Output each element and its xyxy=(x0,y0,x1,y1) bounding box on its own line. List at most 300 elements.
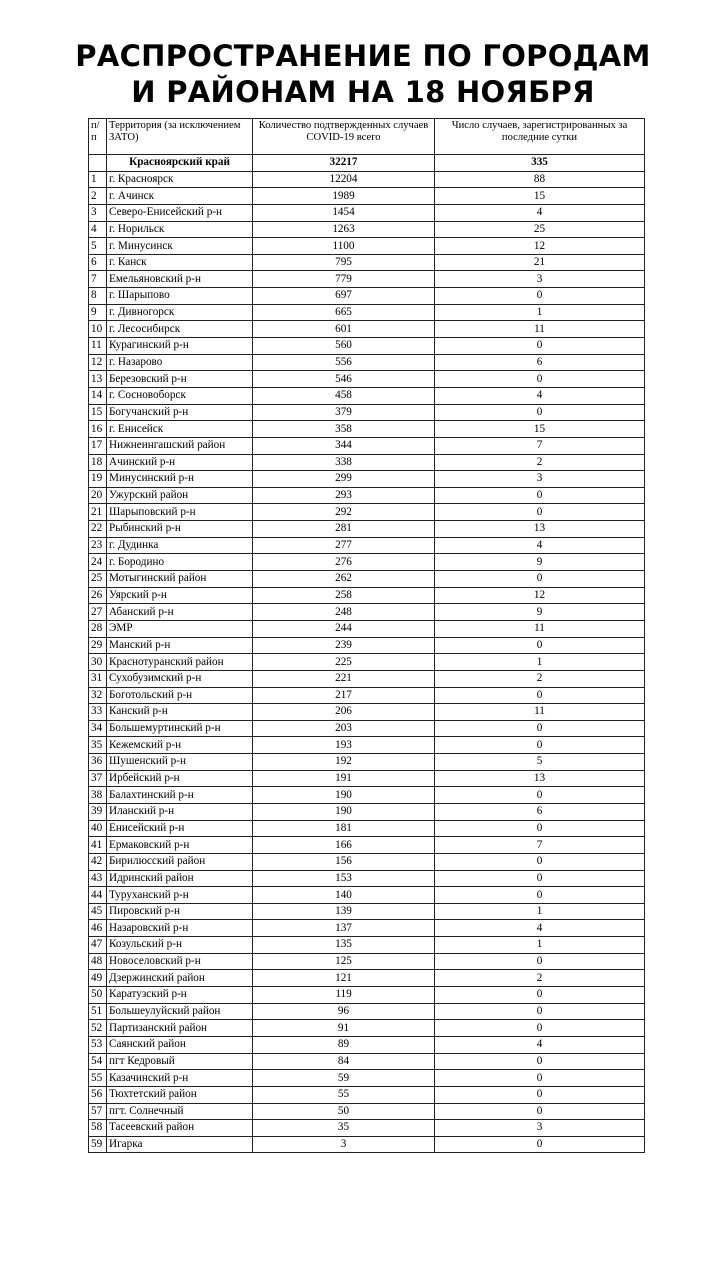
row-day: 9 xyxy=(435,604,645,621)
row-territory: Ужурский район xyxy=(107,487,253,504)
row-day: 21 xyxy=(435,254,645,271)
table-row xyxy=(89,371,645,388)
row-total: 262 xyxy=(253,571,435,588)
table-row xyxy=(89,953,645,970)
row-num: 46 xyxy=(89,920,107,937)
row-num: 57 xyxy=(89,1103,107,1120)
row-total: 55 xyxy=(253,1086,435,1103)
row-day: 0 xyxy=(435,1136,645,1153)
table-row xyxy=(89,754,645,771)
row-total: 338 xyxy=(253,454,435,471)
row-num: 42 xyxy=(89,853,107,870)
row-num: 24 xyxy=(89,554,107,571)
row-total: 344 xyxy=(253,437,435,454)
row-num: 43 xyxy=(89,870,107,887)
row-territory: Тасеевский район xyxy=(107,1120,253,1137)
row-territory: Большеулуйский район xyxy=(107,1003,253,1020)
row-total: 119 xyxy=(253,987,435,1004)
row-total: 125 xyxy=(253,953,435,970)
table-row xyxy=(89,903,645,920)
row-num: 28 xyxy=(89,620,107,637)
row-territory: Каратузский р-н xyxy=(107,987,253,1004)
row-total: 601 xyxy=(253,321,435,338)
row-total: 156 xyxy=(253,853,435,870)
table-row xyxy=(89,1103,645,1120)
row-total: 1454 xyxy=(253,204,435,221)
row-num: 26 xyxy=(89,587,107,604)
row-territory: Абанский р-н xyxy=(107,604,253,621)
row-territory: Большемуртинский р-н xyxy=(107,720,253,737)
table-row xyxy=(89,1136,645,1153)
row-total: 96 xyxy=(253,1003,435,1020)
row-day: 13 xyxy=(435,521,645,538)
row-day: 1 xyxy=(435,937,645,954)
row-total: 206 xyxy=(253,704,435,721)
header-territory: Территория (за исключением ЗАТО) xyxy=(107,119,253,155)
row-day: 0 xyxy=(435,820,645,837)
row-total: 697 xyxy=(253,288,435,305)
table-row xyxy=(89,620,645,637)
table-row xyxy=(89,288,645,305)
row-num: 38 xyxy=(89,787,107,804)
row-num: 33 xyxy=(89,704,107,721)
row-total: 192 xyxy=(253,754,435,771)
row-num: 44 xyxy=(89,887,107,904)
row-territory: Енисейский р-н xyxy=(107,820,253,837)
row-total: 140 xyxy=(253,887,435,904)
row-total: 560 xyxy=(253,338,435,355)
row-territory: Назаровский р-н xyxy=(107,920,253,937)
row-territory: Туруханский р-н xyxy=(107,887,253,904)
row-territory: г. Дудинка xyxy=(107,537,253,554)
table-row xyxy=(89,770,645,787)
row-territory: Ачинский р-н xyxy=(107,454,253,471)
table-header xyxy=(89,119,645,155)
row-day: 0 xyxy=(435,637,645,654)
row-num: 31 xyxy=(89,670,107,687)
row-total: 239 xyxy=(253,637,435,654)
row-num: 36 xyxy=(89,754,107,771)
table-row xyxy=(89,437,645,454)
header-total: Количество подтвержденных случаев COVID-19 всего xyxy=(253,119,435,155)
row-territory: г. Енисейск xyxy=(107,421,253,438)
table-row xyxy=(89,454,645,471)
row-territory: ЭМР xyxy=(107,620,253,637)
table-row xyxy=(89,720,645,737)
table-row xyxy=(89,637,645,654)
row-day: 3 xyxy=(435,271,645,288)
row-num: 29 xyxy=(89,637,107,654)
row-total: 225 xyxy=(253,654,435,671)
row-num: 58 xyxy=(89,1120,107,1137)
row-territory: г. Дивногорск xyxy=(107,304,253,321)
row-total: 277 xyxy=(253,537,435,554)
summary-day: 335 xyxy=(435,155,645,172)
row-territory: г. Норильск xyxy=(107,221,253,238)
row-total: 12204 xyxy=(253,171,435,188)
table-row xyxy=(89,271,645,288)
table-row xyxy=(89,920,645,937)
row-num: 13 xyxy=(89,371,107,388)
row-territory: Рыбинский р-н xyxy=(107,521,253,538)
row-num: 5 xyxy=(89,238,107,255)
row-day: 0 xyxy=(435,1020,645,1037)
page-title xyxy=(0,38,726,110)
row-day: 12 xyxy=(435,238,645,255)
table-row xyxy=(89,188,645,205)
row-num: 21 xyxy=(89,504,107,521)
row-day: 0 xyxy=(435,571,645,588)
row-num: 9 xyxy=(89,304,107,321)
table-row xyxy=(89,853,645,870)
row-day: 0 xyxy=(435,1103,645,1120)
row-day: 0 xyxy=(435,338,645,355)
table-row xyxy=(89,604,645,621)
row-territory: Краснотуранский район xyxy=(107,654,253,671)
row-day: 0 xyxy=(435,1053,645,1070)
row-territory: Шушенский р-н xyxy=(107,754,253,771)
table-row xyxy=(89,837,645,854)
table-row xyxy=(89,387,645,404)
row-territory: Сухобузимский р-н xyxy=(107,670,253,687)
row-day: 0 xyxy=(435,987,645,1004)
row-territory: Шарыповский р-н xyxy=(107,504,253,521)
summary-name: Красноярский край xyxy=(107,155,253,172)
row-total: 89 xyxy=(253,1036,435,1053)
row-total: 258 xyxy=(253,587,435,604)
row-num: 37 xyxy=(89,770,107,787)
summary-num xyxy=(89,155,107,172)
row-num: 8 xyxy=(89,288,107,305)
row-num: 23 xyxy=(89,537,107,554)
row-num: 12 xyxy=(89,354,107,371)
header-day: Число случаев, зарегистрированных за последние сутки xyxy=(435,119,645,155)
row-territory: пгт Кедровый xyxy=(107,1053,253,1070)
row-territory: пгт. Солнечный xyxy=(107,1103,253,1120)
row-territory: г. Ачинск xyxy=(107,188,253,205)
row-day: 7 xyxy=(435,437,645,454)
row-day: 0 xyxy=(435,737,645,754)
row-territory: Нижнеингашский район xyxy=(107,437,253,454)
row-total: 779 xyxy=(253,271,435,288)
row-num: 51 xyxy=(89,1003,107,1020)
row-num: 41 xyxy=(89,837,107,854)
row-num: 39 xyxy=(89,803,107,820)
row-day: 1 xyxy=(435,654,645,671)
row-num: 14 xyxy=(89,387,107,404)
row-total: 190 xyxy=(253,787,435,804)
row-total: 84 xyxy=(253,1053,435,1070)
table-row xyxy=(89,571,645,588)
page-title-line-1: РАСПРОСТРАНЕНИЕ ПО ГОРОДАМ xyxy=(75,39,651,73)
row-num: 1 xyxy=(89,171,107,188)
table-row xyxy=(89,1070,645,1087)
table-row xyxy=(89,1053,645,1070)
table-row xyxy=(89,338,645,355)
row-num: 22 xyxy=(89,521,107,538)
row-day: 0 xyxy=(435,288,645,305)
table-row xyxy=(89,1003,645,1020)
row-total: 121 xyxy=(253,970,435,987)
page-title-line-2: И РАЙОНАМ НА 18 НОЯБРЯ xyxy=(131,75,595,109)
row-day: 3 xyxy=(435,471,645,488)
row-num: 50 xyxy=(89,987,107,1004)
table-row xyxy=(89,537,645,554)
row-total: 276 xyxy=(253,554,435,571)
row-total: 458 xyxy=(253,387,435,404)
header-num: п/п xyxy=(89,119,107,155)
row-num: 47 xyxy=(89,937,107,954)
table-row xyxy=(89,887,645,904)
row-territory: Емельяновский р-н xyxy=(107,271,253,288)
row-total: 35 xyxy=(253,1120,435,1137)
row-territory: г. Сосновоборск xyxy=(107,387,253,404)
row-day: 4 xyxy=(435,537,645,554)
row-territory: Козульский р-н xyxy=(107,937,253,954)
row-territory: Балахтинский р-н xyxy=(107,787,253,804)
table-row xyxy=(89,221,645,238)
row-day: 13 xyxy=(435,770,645,787)
row-total: 221 xyxy=(253,670,435,687)
row-total: 358 xyxy=(253,421,435,438)
table-row xyxy=(89,803,645,820)
row-territory: г. Минусинск xyxy=(107,238,253,255)
row-num: 11 xyxy=(89,338,107,355)
row-num: 4 xyxy=(89,221,107,238)
table-row xyxy=(89,587,645,604)
row-num: 6 xyxy=(89,254,107,271)
row-day: 11 xyxy=(435,620,645,637)
row-territory: Березовский р-н xyxy=(107,371,253,388)
row-total: 193 xyxy=(253,737,435,754)
row-total: 153 xyxy=(253,870,435,887)
row-territory: Пировский р-н xyxy=(107,903,253,920)
row-day: 0 xyxy=(435,1003,645,1020)
row-total: 3 xyxy=(253,1136,435,1153)
row-total: 181 xyxy=(253,820,435,837)
table-row xyxy=(89,554,645,571)
table-row xyxy=(89,970,645,987)
table-row xyxy=(89,171,645,188)
row-total: 203 xyxy=(253,720,435,737)
row-num: 27 xyxy=(89,604,107,621)
row-total: 1989 xyxy=(253,188,435,205)
table-row xyxy=(89,870,645,887)
table-row xyxy=(89,404,645,421)
row-day: 9 xyxy=(435,554,645,571)
row-total: 139 xyxy=(253,903,435,920)
row-total: 190 xyxy=(253,803,435,820)
row-day: 0 xyxy=(435,870,645,887)
row-day: 0 xyxy=(435,1070,645,1087)
row-territory: г. Шарыпово xyxy=(107,288,253,305)
cases-table xyxy=(88,118,645,1153)
row-territory: Ермаковский р-н xyxy=(107,837,253,854)
row-day: 0 xyxy=(435,687,645,704)
row-day: 0 xyxy=(435,953,645,970)
row-total: 1263 xyxy=(253,221,435,238)
row-num: 32 xyxy=(89,687,107,704)
row-total: 665 xyxy=(253,304,435,321)
row-total: 217 xyxy=(253,687,435,704)
row-num: 18 xyxy=(89,454,107,471)
row-territory: Партизанский район xyxy=(107,1020,253,1037)
row-num: 56 xyxy=(89,1086,107,1103)
row-day: 0 xyxy=(435,720,645,737)
row-num: 20 xyxy=(89,487,107,504)
row-num: 45 xyxy=(89,903,107,920)
row-territory: Курагинский р-н xyxy=(107,338,253,355)
table-row xyxy=(89,1036,645,1053)
row-day: 2 xyxy=(435,454,645,471)
row-territory: Кежемский р-н xyxy=(107,737,253,754)
row-territory: г. Лесосибирск xyxy=(107,321,253,338)
row-num: 2 xyxy=(89,188,107,205)
row-day: 88 xyxy=(435,171,645,188)
table-row xyxy=(89,487,645,504)
row-territory: г. Назарово xyxy=(107,354,253,371)
table-row xyxy=(89,1120,645,1137)
row-total: 91 xyxy=(253,1020,435,1037)
row-num: 10 xyxy=(89,321,107,338)
row-territory: Боготольский р-н xyxy=(107,687,253,704)
row-day: 15 xyxy=(435,188,645,205)
header-row xyxy=(89,119,645,155)
row-day: 1 xyxy=(435,304,645,321)
row-day: 11 xyxy=(435,704,645,721)
row-num: 3 xyxy=(89,204,107,221)
row-total: 795 xyxy=(253,254,435,271)
row-day: 5 xyxy=(435,754,645,771)
row-day: 3 xyxy=(435,1120,645,1137)
row-num: 35 xyxy=(89,737,107,754)
table-row xyxy=(89,304,645,321)
row-total: 292 xyxy=(253,504,435,521)
row-territory: Дзержинский район xyxy=(107,970,253,987)
row-territory: Канский р-н xyxy=(107,704,253,721)
row-total: 135 xyxy=(253,937,435,954)
table-row xyxy=(89,204,645,221)
row-total: 166 xyxy=(253,837,435,854)
row-num: 59 xyxy=(89,1136,107,1153)
row-territory: Манский р-н xyxy=(107,637,253,654)
row-territory: Уярский р-н xyxy=(107,587,253,604)
table-row xyxy=(89,820,645,837)
row-day: 6 xyxy=(435,803,645,820)
row-territory: Тюхтетский район xyxy=(107,1086,253,1103)
row-day: 0 xyxy=(435,787,645,804)
table-row xyxy=(89,787,645,804)
row-num: 54 xyxy=(89,1053,107,1070)
row-day: 4 xyxy=(435,387,645,404)
table-row xyxy=(89,670,645,687)
row-territory: Казачинский р-н xyxy=(107,1070,253,1087)
table-row xyxy=(89,238,645,255)
row-day: 1 xyxy=(435,903,645,920)
row-total: 379 xyxy=(253,404,435,421)
row-territory: Новоселовский р-н xyxy=(107,953,253,970)
row-territory: Ирбейский р-н xyxy=(107,770,253,787)
table-body xyxy=(89,155,645,1153)
row-territory: Иланский р-н xyxy=(107,803,253,820)
row-territory: г. Бородино xyxy=(107,554,253,571)
row-num: 7 xyxy=(89,271,107,288)
row-total: 1100 xyxy=(253,238,435,255)
row-day: 7 xyxy=(435,837,645,854)
row-num: 48 xyxy=(89,953,107,970)
row-day: 0 xyxy=(435,504,645,521)
row-total: 281 xyxy=(253,521,435,538)
row-day: 15 xyxy=(435,421,645,438)
table-row xyxy=(89,321,645,338)
table-row xyxy=(89,354,645,371)
table-row xyxy=(89,421,645,438)
table-row xyxy=(89,937,645,954)
row-day: 12 xyxy=(435,587,645,604)
row-territory: Бирилюсский район xyxy=(107,853,253,870)
row-day: 2 xyxy=(435,670,645,687)
row-territory: г. Красноярск xyxy=(107,171,253,188)
table-row xyxy=(89,987,645,1004)
table-row xyxy=(89,254,645,271)
row-num: 55 xyxy=(89,1070,107,1087)
row-territory: Минусинский р-н xyxy=(107,471,253,488)
row-num: 16 xyxy=(89,421,107,438)
row-num: 19 xyxy=(89,471,107,488)
row-total: 299 xyxy=(253,471,435,488)
row-total: 50 xyxy=(253,1103,435,1120)
table-row xyxy=(89,504,645,521)
row-day: 4 xyxy=(435,204,645,221)
row-day: 0 xyxy=(435,1086,645,1103)
row-territory: Мотыгинский район xyxy=(107,571,253,588)
row-total: 244 xyxy=(253,620,435,637)
table-row xyxy=(89,471,645,488)
row-num: 30 xyxy=(89,654,107,671)
row-total: 546 xyxy=(253,371,435,388)
table-row xyxy=(89,1020,645,1037)
row-total: 556 xyxy=(253,354,435,371)
row-total: 293 xyxy=(253,487,435,504)
row-total: 191 xyxy=(253,770,435,787)
row-num: 49 xyxy=(89,970,107,987)
row-territory: Саянский район xyxy=(107,1036,253,1053)
row-day: 25 xyxy=(435,221,645,238)
row-num: 15 xyxy=(89,404,107,421)
row-territory: Северо-Енисейский р-н xyxy=(107,204,253,221)
table-row xyxy=(89,704,645,721)
table-row xyxy=(89,737,645,754)
row-num: 40 xyxy=(89,820,107,837)
row-day: 0 xyxy=(435,487,645,504)
row-territory: Богучанский р-н xyxy=(107,404,253,421)
table-row xyxy=(89,521,645,538)
row-day: 0 xyxy=(435,371,645,388)
summary-total: 32217 xyxy=(253,155,435,172)
row-num: 53 xyxy=(89,1036,107,1053)
row-total: 248 xyxy=(253,604,435,621)
table-row xyxy=(89,687,645,704)
row-day: 2 xyxy=(435,970,645,987)
row-day: 11 xyxy=(435,321,645,338)
row-total: 59 xyxy=(253,1070,435,1087)
row-total: 137 xyxy=(253,920,435,937)
row-territory: Игарка xyxy=(107,1136,253,1153)
row-num: 17 xyxy=(89,437,107,454)
row-num: 25 xyxy=(89,571,107,588)
row-day: 4 xyxy=(435,1036,645,1053)
row-day: 0 xyxy=(435,853,645,870)
